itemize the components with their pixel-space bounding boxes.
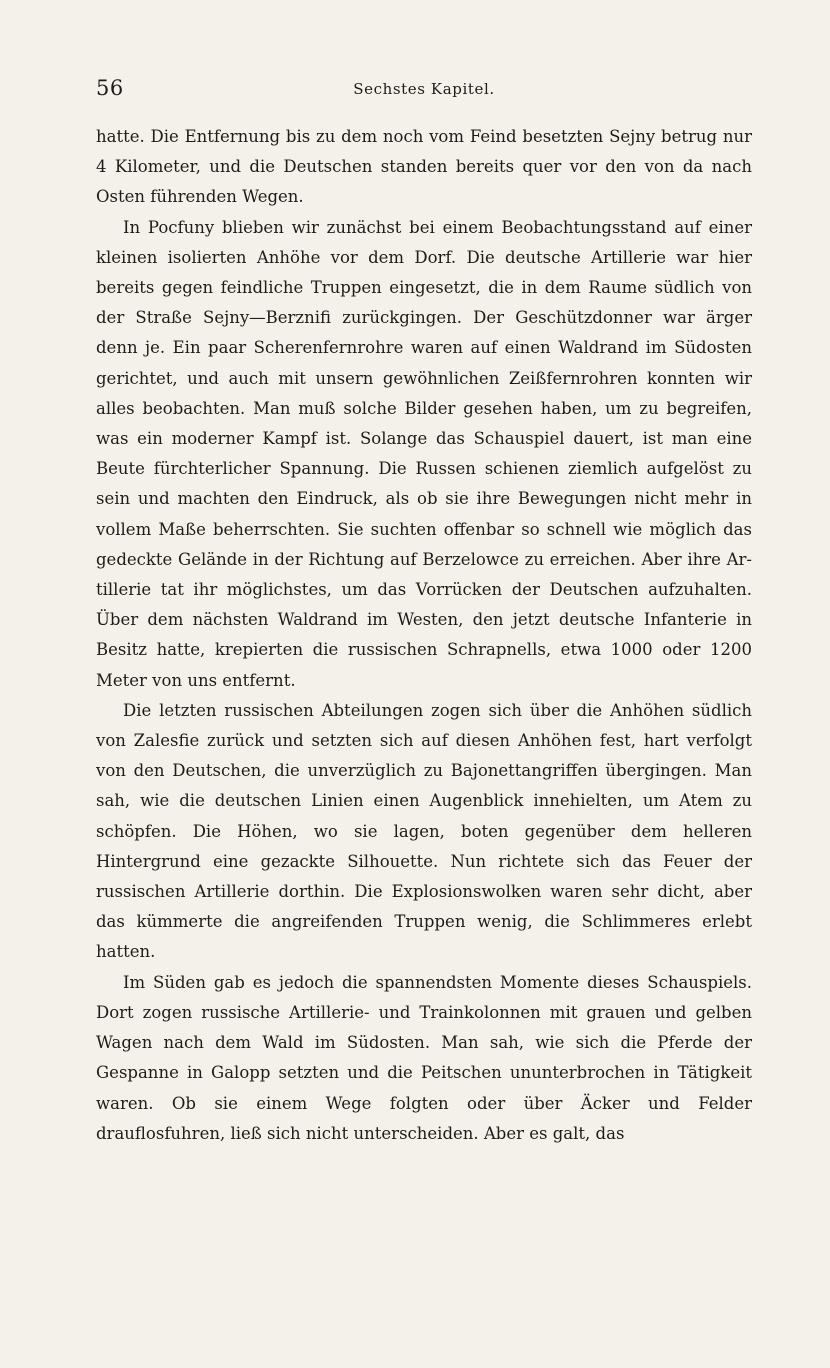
- paragraph-continuation: hatte. Die Entfernung bis zu dem noch vom Feind besetzten Sejny betrug nur 4 Kilometer, und die Deutschen standen bereits quer vor den von da nach Osten führenden Wegen.: [96, 127, 752, 207]
- paragraph: Im Süden gab es jedoch die spannendsten Momente dieses Schauspiels. Dort zogen russische Artillerie- und Trainkolonnen mit grauen und gelben Wagen nach dem Wald im Südosten. Man sah, wie sich die Pferde der Gespanne in Galopp setzten und die Peitschen ununterbrochen in Tätigkeit waren. Ob sie einem Wege folgten oder über Äcker und Felder drauflosfuhren, ließ sich nicht unterscheiden. Aber es galt, das: [96, 972, 752, 1143]
- running-head: Sechstes Kapitel.: [353, 80, 495, 98]
- page-number: 56: [96, 76, 124, 100]
- paragraph: In Pocfuny blieben wir zunächst bei einem Beobachtungsstand auf einer kleinen isolierten Anhöhe vor dem Dorf. Die deutsche Artillerie war hier bereits gegen feindliche Truppen eingesetzt, die in dem Raume südlich von der Straße Sejny—Berznifi zurückgingen. Der Geschützdonner war ärger denn je. Ein paar Scherenfernrohre waren auf einen Waldrand im Südosten gerichtet, und auch mit unsern gewöhnlichen Zeißfernrohren konnten wir alles beobachten. Man muß solche Bilder gesehen haben, um zu begreifen, was ein moderner Kampf ist. Solange das Schauspiel dauert, ist man eine Beute fürchterlicher Spannung. Die Russen schienen ziemlich aufgelöst zu sein und machten den Eindruck, als ob sie ihre Bewegungen nicht mehr in vollem Maße beherrschten. Sie suchten offenbar so schnell wie möglich das gedeckte Gelände in der Richtung auf Berzelowce zu erreichen. Aber ihre Artillerie tat ihr möglichstes, um das Vorrücken der Deutschen aufzuhalten. Über dem nächsten Waldrand im Westen, den jetzt deutsche Infanterie in Besitz hatte, krepierten die russischen Schrapnells, etwa 1000 oder 1200 Meter von uns entfernt.: [96, 217, 752, 690]
- paragraph: Die letzten russischen Abteilungen zogen sich über die Anhöhen südlich von Zalesfie zurück und setzten sich auf diesen Anhöhen fest, hart verfolgt von den Deutschen, die unverzüglich zu Bajonettangriffen übergingen. Man sah, wie die deutschen Linien einen Augenblick innehielten, um Atem zu schöpfen. Die Höhen, wo sie lagen, boten gegenüber dem helleren Hintergrund eine gezackte Silhouette. Nun richtete sich das Feuer der russischen Artillerie dorthin. Die Explosionswolken waren sehr dicht, aber das kümmerte die angreifenden Truppen wenig, die Schlimmeres erlebt hatten.: [96, 700, 752, 962]
- page-header: [96, 76, 752, 110]
- body-text: [96, 122, 752, 1149]
